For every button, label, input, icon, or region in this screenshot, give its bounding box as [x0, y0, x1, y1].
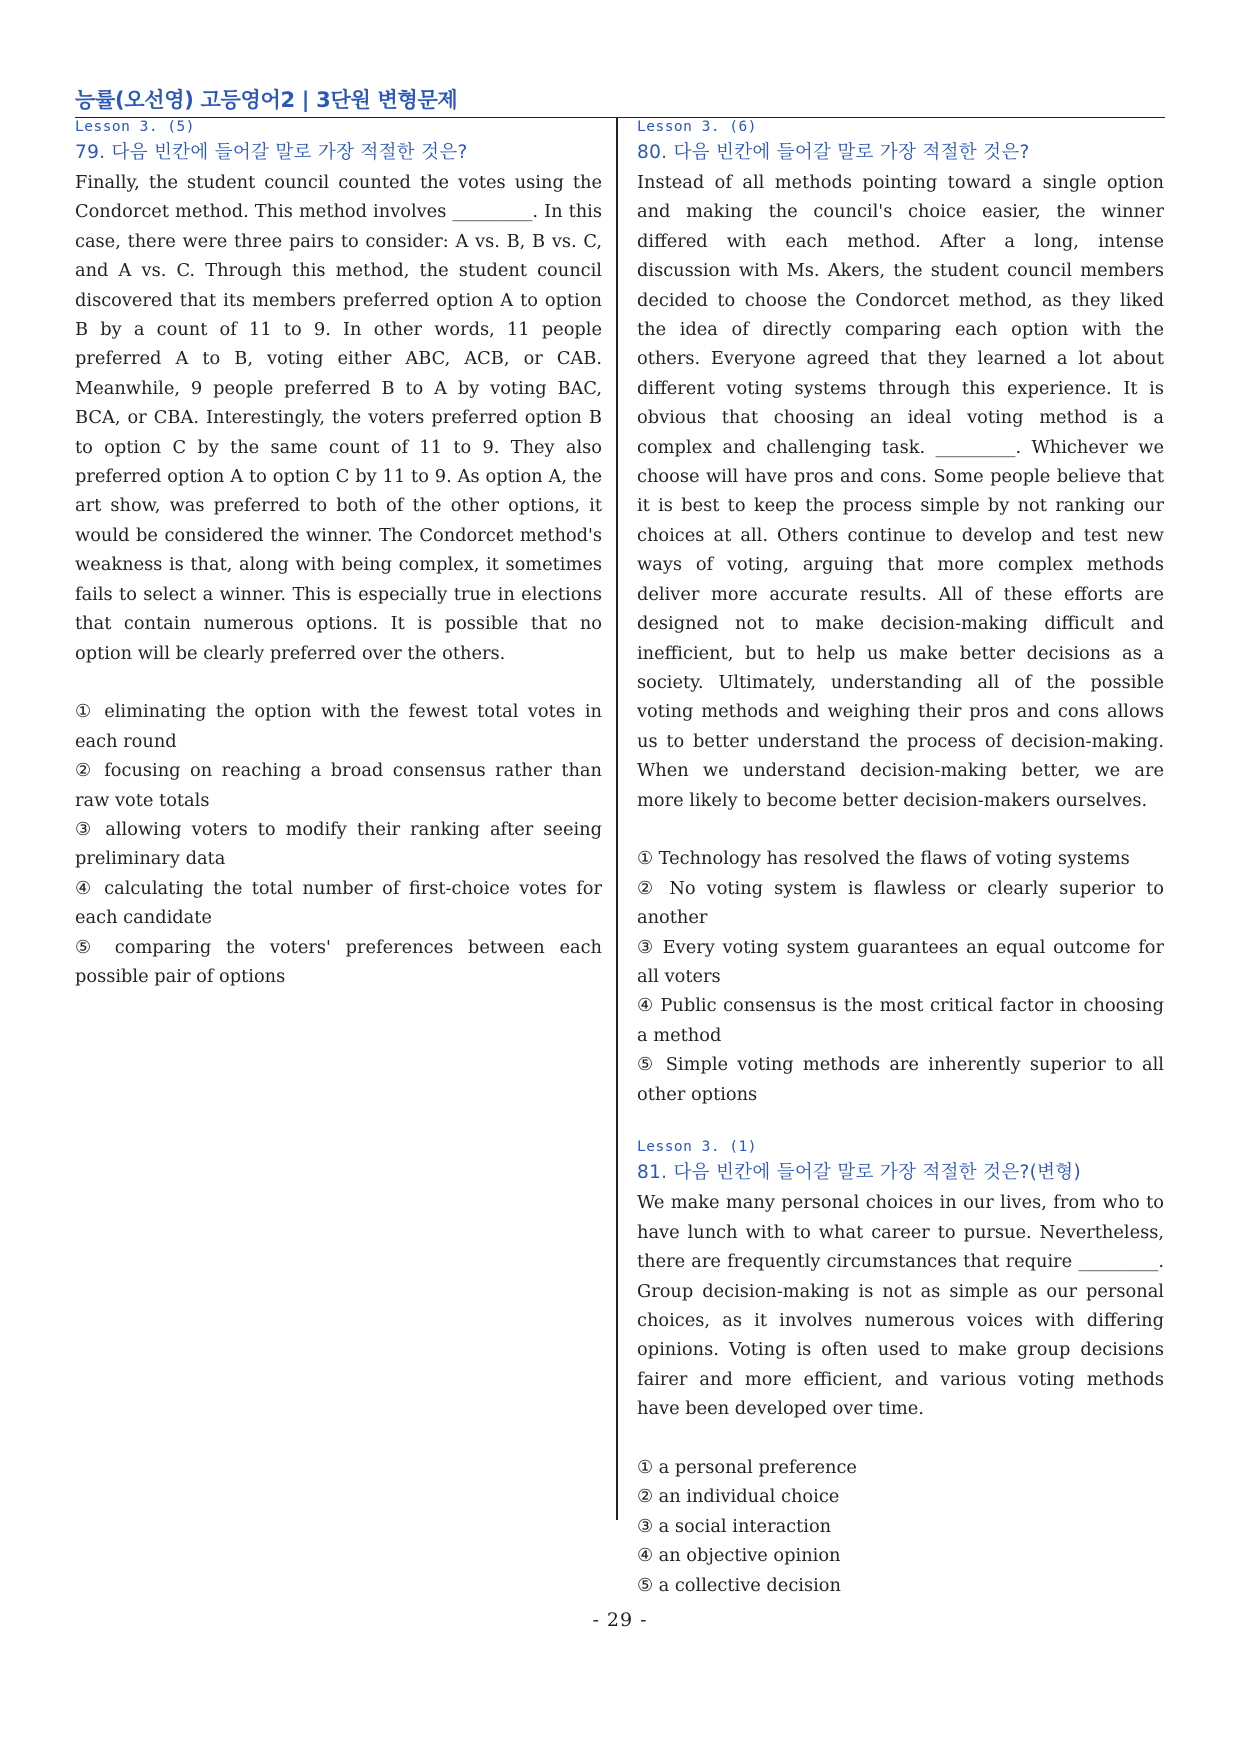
choice-5: ⑤ Simple voting methods are inherently superior to all other options	[637, 1054, 1164, 1105]
question-title: 79. 다음 빈칸에 들어갈 말로 가장 적절한 것은?	[75, 142, 468, 163]
question-title: 80. 다음 빈칸에 들어갈 말로 가장 적절한 것은?	[637, 142, 1030, 163]
choice-1: ① eliminating the option with the fewest total votes in each round	[75, 701, 602, 752]
choice-2: ② No voting system is flawless or clearly superior to another	[637, 877, 1164, 929]
question-80	[637, 118, 1164, 1109]
choice-2: ② an individual choice	[637, 1486, 840, 1508]
choice-1: ① Technology has resolved the flaws of voting systems	[637, 848, 1130, 870]
lesson-label: Lesson 3. (6)	[637, 119, 757, 135]
passage: Instead of all methods pointing toward a single option and making the council's choice easier, the winner differed with each method. After a long, intense discussion with Ms. Akers, the student council members decided to choose the Condorcet method, as they liked the idea of directly comparing each option with the others. Everyone agreed that they learned a lot about different voting systems through this experience. It is obvious that choosing an ideal voting method is a complex and challenging task. _________. Whichever we choose will have pros and cons. Some people believe that it is best to keep the process simple by not ranking our choices at all. Others continue to develop and test new ways of voting, arguing that more complex methods deliver more accurate results. All of these efforts are designed not to make decision-making difficult and inefficient, but to help us make better decisions as a society. Ultimately, understanding all of the possible voting methods and weighing their pros and cons allows us to better understand the process of decision-making. When we understand decision-making better, we are more likely to become better decision-makers ourselves.	[637, 172, 1164, 811]
choice-3: ③ allowing voters to modify their ranking after seeing preliminary data	[75, 818, 602, 870]
choice-list	[637, 1453, 1164, 1600]
column-divider	[616, 118, 618, 1520]
choice-4: ④ an objective opinion	[637, 1545, 841, 1567]
question-81	[637, 1138, 1164, 1600]
passage: Finally, the student council counted the votes using the Condorcet method. This method involves _________. In this case, there were three pairs to consider: A vs. B, B vs. C, and A vs. C. Through this method, the student council discovered that its members preferred option A to option B by a count of 11 to 9. In other words, 11 people preferred A to B, voting either ABC, ACB, or CAB. Meanwhile, 9 people preferred B to A by voting BAC, BCA, or CBA. Interestingly, the voters preferred option B to option C by the same count of 11 to 9. They also preferred option A to option C by 11 to 9. As option A, the art show, was preferred to both of the other options, it would be considered the winner. The Condorcet method's weakness is that, along with being complex, it sometimes fails to select a winner. This is especially true in elections that contain numerous options. It is possible that no option will be clearly preferred over the others.	[75, 172, 602, 664]
choice-4: ④ calculating the total number of first-choice votes for each candidate	[75, 877, 602, 929]
choice-5: ⑤ comparing the voters' preferences between each possible pair of options	[75, 936, 602, 987]
choice-2: ② focusing on reaching a broad consensus rather than raw vote totals	[75, 760, 602, 811]
question-title: 81. 다음 빈칸에 들어갈 말로 가장 적절한 것은?(변형)	[637, 1162, 1081, 1184]
choice-4: ④ Public consensus is the most critical factor in choosing a method	[637, 995, 1164, 1046]
choice-3: ③ Every voting system guarantees an equal outcome for all voters	[637, 936, 1164, 987]
lesson-label: Lesson 3. (1)	[637, 1139, 757, 1156]
question-79	[75, 118, 602, 991]
page-header-title: 능률(오선영) 고등영어2 | 3단원 변형문제	[75, 88, 458, 112]
right-column	[637, 118, 1164, 1600]
choice-list	[637, 844, 1164, 1109]
choice-3: ③ a social interaction	[637, 1515, 832, 1537]
choice-1: ① a personal preference	[637, 1457, 857, 1479]
lesson-label: Lesson 3. (5)	[75, 119, 195, 135]
left-column	[75, 118, 602, 991]
choice-list	[75, 697, 602, 991]
passage: We make many personal choices in our lives, from who to have lunch with to what career to pursue. Nevertheless, there are frequently circumstances that require _________. Group decision-making is not as simple as our personal choices, as it involves numerous voices with differing opinions. Voting is often used to make group decisions fairer and more efficient, and various voting methods have been developed over time.	[637, 1192, 1164, 1420]
page-number: - 29 -	[592, 1609, 648, 1631]
choice-5: ⑤ a collective decision	[637, 1574, 841, 1596]
